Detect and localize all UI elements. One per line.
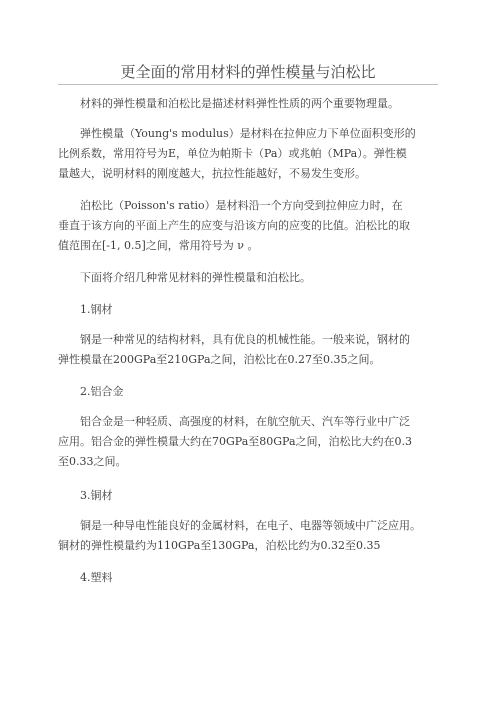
section-heading-plastic: 4.塑料 bbox=[80, 571, 113, 584]
poisson-ratio-paragraph bbox=[58, 196, 448, 256]
section-heading-aluminum: 2.铝合金 bbox=[80, 385, 124, 398]
copper-line-1: 铜是一种导电性能良好的金属材料，在电子、电器等领域中广泛应用。 bbox=[80, 519, 421, 532]
copper-line-2: 铜材的弹性模量约为110GPa至130GPa，泊松比约为0.32至0.35 bbox=[58, 539, 381, 552]
section-body-aluminum bbox=[58, 412, 448, 472]
intro-paragraph bbox=[58, 94, 448, 114]
youngs-line-2: 比例系数，常用符号为E，单位为帕斯卡（Pa）或兆帕（MPa）。弹性模 bbox=[58, 147, 407, 160]
youngs-modulus-paragraph bbox=[58, 124, 448, 184]
aluminum-line-1: 铝合金是一种轻质、高强度的材料，在航空航天、汽车等行业中广泛 bbox=[80, 415, 410, 428]
youngs-line-1: 弹性模量（Young's modulus）是材料在拉伸应力下单位面积变形的 bbox=[80, 127, 416, 140]
steel-line-2: 弹性模量在200GPa至210GPa之间，泊松比在0.27至0.35之间。 bbox=[58, 353, 381, 366]
aluminum-line-3: 至0.33之间。 bbox=[58, 455, 127, 468]
aluminum-line-2: 应用。铝合金的弹性模量大约在70GPa至80GPa之间，泊松比大约在0.3 bbox=[58, 435, 412, 448]
transition-line: 下面将介绍几种常见材料的弹性模量和泊松比。 bbox=[80, 271, 311, 284]
poisson-line-2: 垂直于该方向的平面上产生的应变与沿该方向的应变的比值。泊松比的取 bbox=[58, 219, 410, 232]
title-underline bbox=[58, 84, 438, 85]
section-heading-copper: 3.铜材 bbox=[80, 489, 113, 502]
youngs-line-3: 量越大，说明材料的刚度越大，抗拉性能越好，不易发生变形。 bbox=[58, 167, 366, 180]
section-body-copper bbox=[58, 516, 448, 556]
steel-line-1: 钢是一种常见的结构材料，具有优良的机械性能。一般来说，钢材的 bbox=[80, 333, 410, 346]
poisson-line-3: 值范围在[-1, 0.5]之间，常用符号为 ν 。 bbox=[58, 239, 259, 252]
transition-paragraph bbox=[58, 268, 448, 288]
poisson-line-1: 泊松比（Poisson's ratio）是材料沿一个方向受到拉伸应力时，在 bbox=[80, 199, 403, 212]
intro-line: 材料的弹性模量和泊松比是描述材料弹性性质的两个重要物理量。 bbox=[80, 97, 399, 110]
section-heading-steel: 1.钢材 bbox=[80, 303, 113, 316]
document-title: 更全面的常用材料的弹性模量与泊松比 bbox=[120, 63, 376, 81]
section-body-steel bbox=[58, 330, 448, 370]
